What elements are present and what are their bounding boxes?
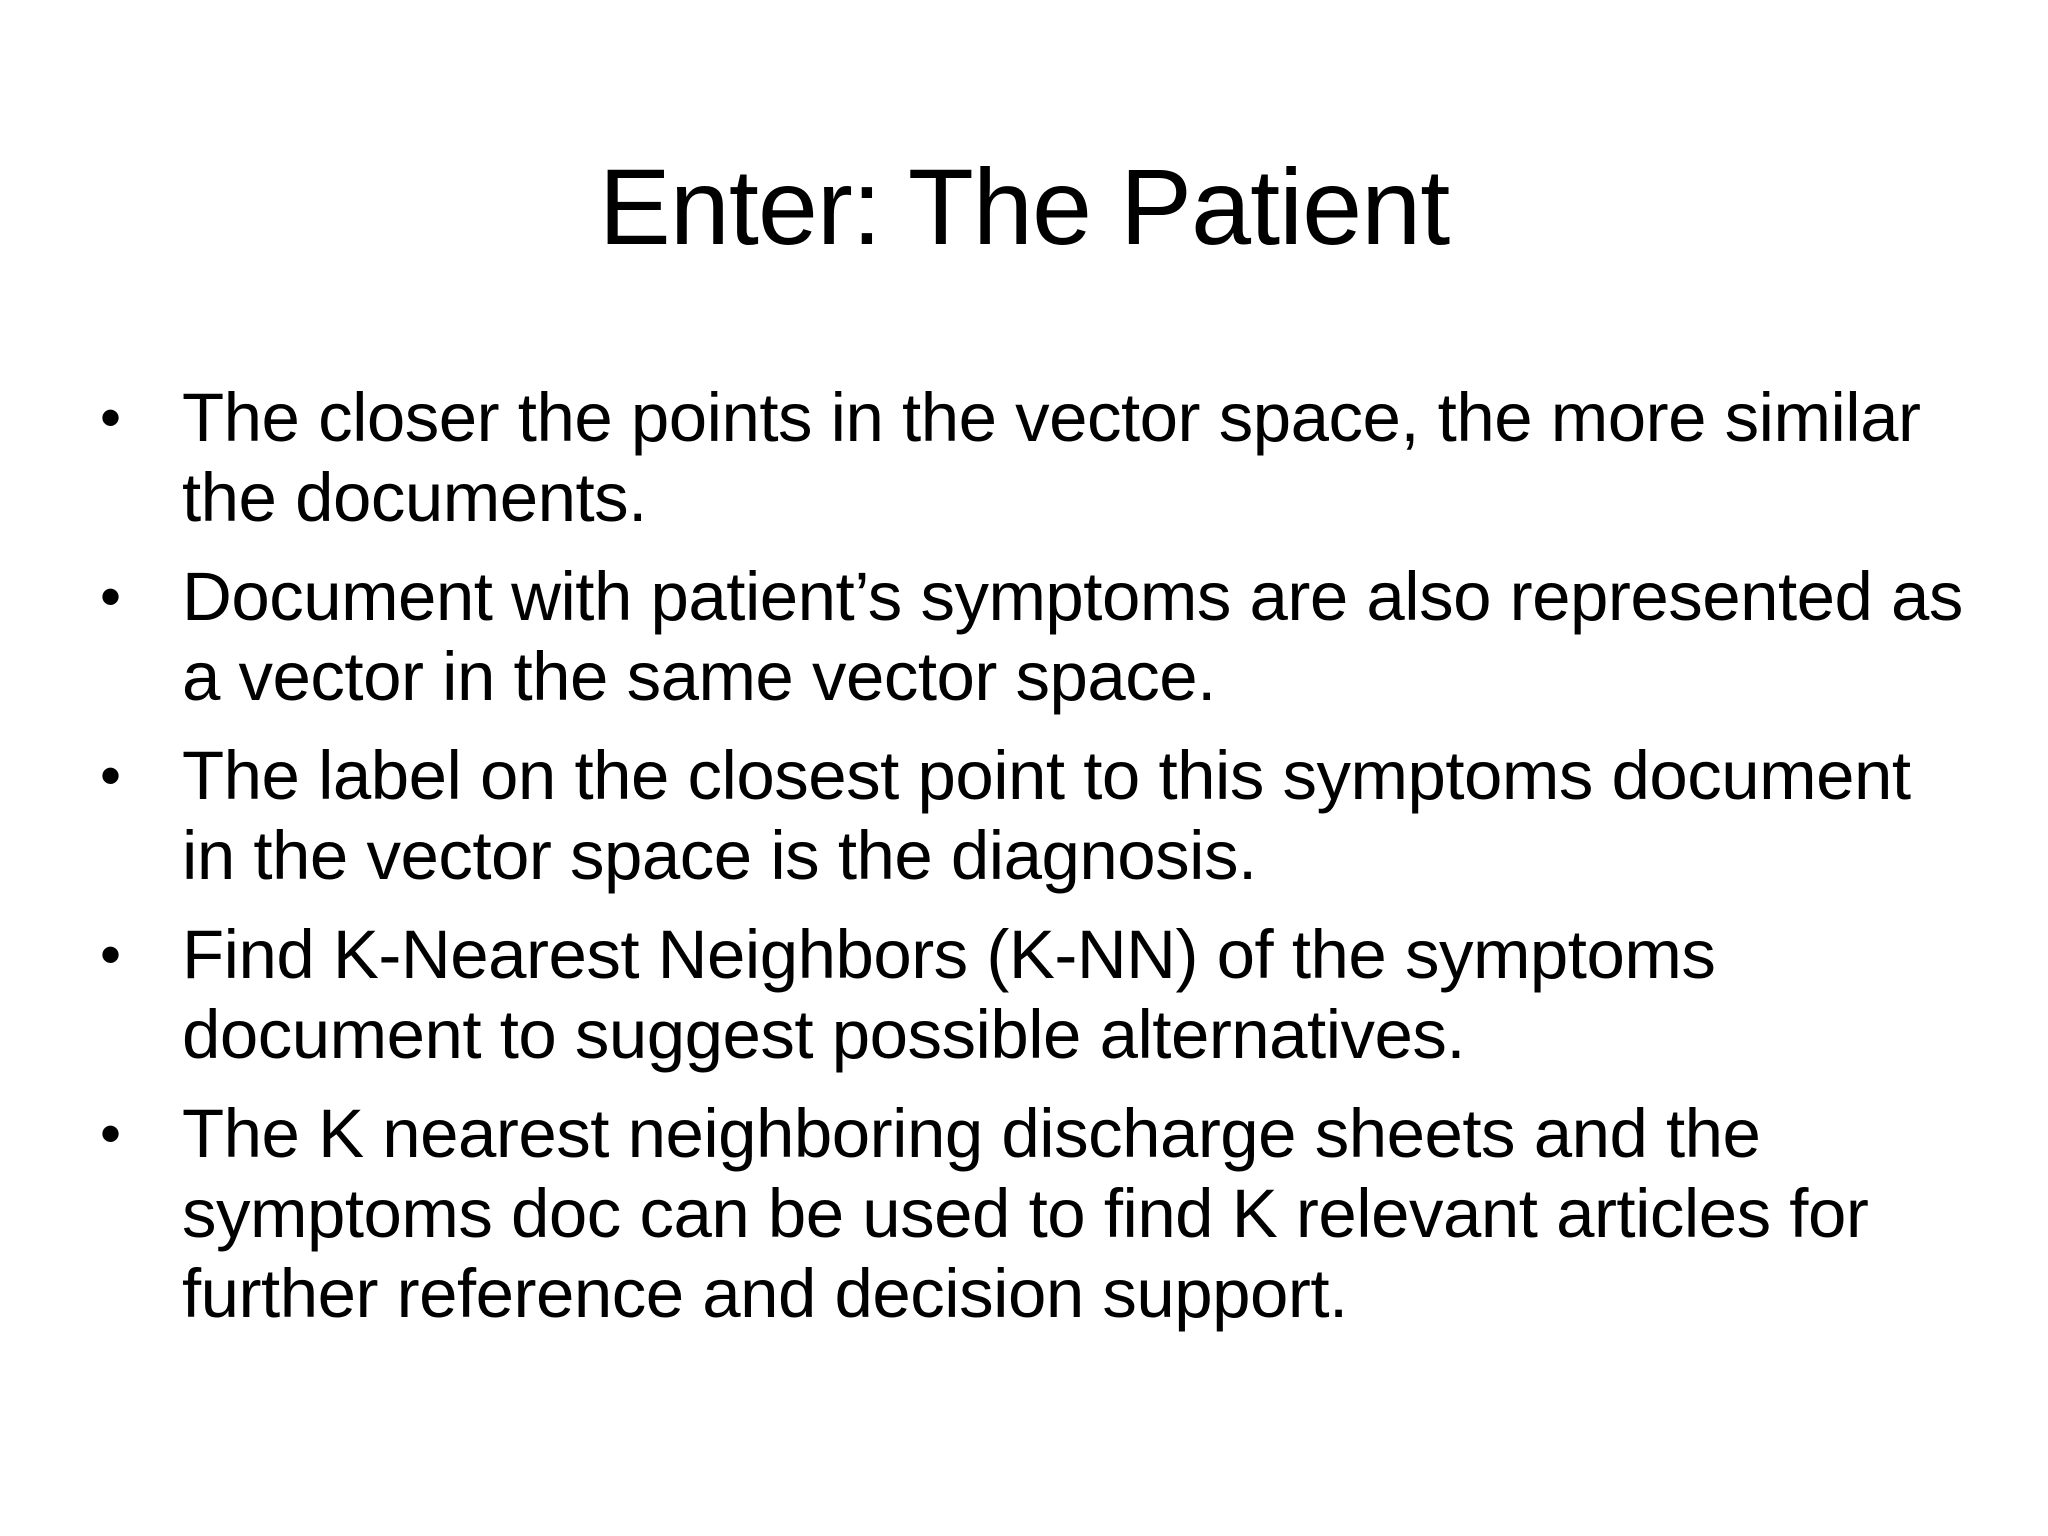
bullet-item-3 bbox=[100, 736, 1980, 896]
bullet-text-5: The K nearest neighboring discharge sheets and the symptoms doc can be used to find K relevant articles for further reference and decision support. bbox=[182, 1095, 1869, 1332]
bullet-item-5 bbox=[100, 1094, 1980, 1334]
bullet-text-1: The closer the points in the vector space, the more similar the documents. bbox=[182, 379, 1921, 536]
bullet-list bbox=[100, 378, 1980, 1353]
bullet-text-4: Find K-Nearest Neighbors (K-NN) of the symptoms document to suggest possible alternatives. bbox=[182, 916, 1716, 1073]
bullet-dot-icon: • bbox=[100, 921, 121, 988]
bullet-dot-icon: • bbox=[100, 742, 121, 809]
bullet-text-3: The label on the closest point to this symptoms document in the vector space is the diagnosis. bbox=[182, 737, 1911, 894]
bullet-item-2 bbox=[100, 557, 1980, 717]
bullet-text-2: Document with patient’s symptoms are also represented as a vector in the same vector space. bbox=[182, 558, 1963, 715]
bullet-item-1 bbox=[100, 378, 1980, 538]
slide-title: Enter: The Patient bbox=[598, 146, 1450, 267]
bullet-dot-icon: • bbox=[100, 384, 121, 451]
bullet-dot-icon: • bbox=[100, 563, 121, 630]
bullet-dot-icon: • bbox=[100, 1100, 121, 1167]
bullet-item-4 bbox=[100, 915, 1980, 1075]
